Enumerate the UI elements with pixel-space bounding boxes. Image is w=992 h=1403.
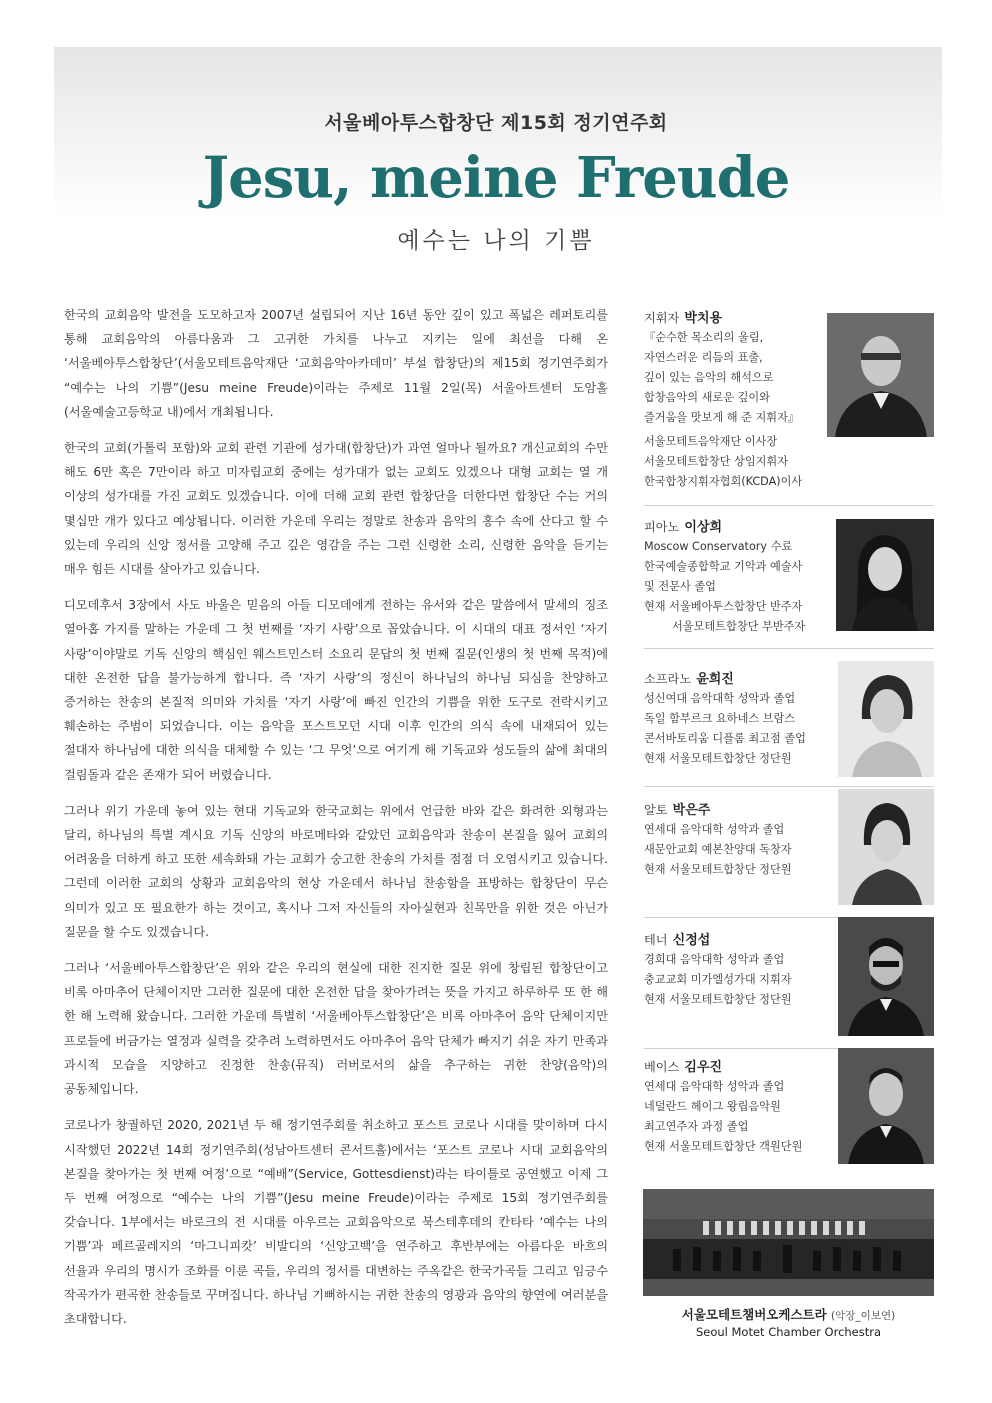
performer-name: 신정섭 [672, 933, 711, 948]
performer-line: 새문안교회 예본찬양대 독창자 [644, 843, 792, 856]
soprano-photo [838, 661, 934, 777]
alto-photo [838, 789, 934, 905]
performer-line: 서울모테트음악재단 이사장 [644, 435, 778, 448]
divider [644, 505, 934, 506]
bass-photo [838, 1048, 934, 1164]
concert-korean-title: 예수는 나의 기쁨 [397, 228, 595, 254]
divider [644, 648, 934, 649]
paragraph-4: 그러나 위기 가운데 놓여 있는 현대 기독교와 한국교회는 위에서 언급한 바와 같은 화려한 외형과는 달리, 하나님의 특별 계시요 기독 신앙의 바로메타와 같았던 교회음악과 찬송이 본질을 잃어 교회의 어려움을 더하게 하고 또한 세속화돼 가는 교회가 숭고한 찬송의 가치를 점점 더 오염시키고 있습니다. 그런데 이러한 교회의 상황과 교회음악의 현상 가운데서 하나님 찬송함을 표방하는 합창단이 무슨 의미가 있고 또 필요한가 하는 것이고, 혹시나 그저 자신들의 자아실현과 친목만을 위한 것은 아닌가 질문을 할 수도 있겠습니다. [64, 803, 608, 939]
orchestra-english-name: Seoul Motet Chamber Orchestra [695, 1325, 882, 1339]
paragraph-2: 한국의 교회(가톨릭 포함)와 교회 관련 기관에 성가대(합창단)가 과연 얼마나 될까요? 개신교회의 수만 해도 6만 혹은 7만이라 하고 미자립교회 중에는 성가대가 없는 교회도 있겠으나 대형 교회는 열 개 이상의 성가대를 가진 교회도 있겠습니다. 이에 더해 교회 관련 합창단을 더한다면 합창단 수는 거의 몇십만 개가 있다고 예상됩니다. 이러한 가운데 우리는 정말로 찬송과 음악의 홍수 속에 산다고 할 수 있는데 우리의 신앙 정서를 고양해 주고 깊은 영감을 주는 그런 신령한 소리, 신령한 음악을 듣기는 매우 힘든 시대를 살아가고 있습니다. [64, 441, 608, 577]
performer-line: 자연스러운 리듬의 표출, [644, 351, 763, 364]
paragraph-3: 디모데후서 3장에서 사도 바울은 믿음의 아들 디모데에게 전하는 유서와 같은 말씀에서 말세의 징조 열아홉 가지를 말하는 가운데 그 첫 번째를 ‘자기 사랑’으로 꼽았습니다. 이 시대의 대표 정서인 ‘자기 사랑’이야말로 기독 신앙의 핵심인 웨스트민스터 소요리 문답의 첫 번째 질문(인생의 첫 번째 목적)에 대한 온전한 답을 불가능하게 합니다. 즉 ‘자기 사랑’의 정신이 하나님의 하나님 되심을 찬양하고 증거하는 찬송의 본질적 의미와 가치를 ‘자기 사랑’에 빠진 인간의 기쁨을 위한 도구로 전락시키고 훼손하는 주범이 되었습니다. 이는 음악을 포스트모던 시대 이후 인간의 의식 속에 내재되어 있는 절대자 하나님에 대한 의식을 대체할 수 있는 ‘그 무엇’으로 여기게 해 기독교와 성도들의 삶에 최대의 걸림돌과 같은 존재가 되어 버렸습니다. [64, 598, 608, 782]
performer-line: 현재 서울모테트합창단 정단원 [644, 752, 792, 765]
performer-line: 깊이 있는 음악의 해석으로 [644, 371, 774, 384]
performer-name: 박치용 [684, 311, 723, 326]
article-body [64, 303, 608, 1343]
paragraph-1: 한국의 교회음악 발전을 도모하고자 2007년 설립되어 지난 16년 동안 깊이 있고 폭넓은 레퍼토리를 통해 교회음악의 아름다움과 그 고귀한 가치를 나누고 지키는 일에 최선을 다해 온 ‘서울베아투스합창단’(서울모테트음악재단 ‘교회음악아카데미’ 부설 합창단)의 제15회 정기연주회가 “예수는 나의 기쁨”(Jesu meine Freude)이라는 주제로 11월 2일(목) 서울아트센터 도암홀(서울예술고등학교 내)에서 개최됩니다. [64, 308, 608, 419]
performer-role: 베이스 [644, 1060, 680, 1074]
performer-line: 현재 서울모테트합창단 정단원 [644, 863, 792, 876]
performer-line: 연세대 음악대학 성악과 졸업 [644, 1080, 785, 1093]
performer-line: 한국합창지휘자협회(KCDA)이사 [644, 475, 803, 488]
performer-line: 경희대 음악대학 성악과 졸업 [644, 953, 785, 966]
performer-name: 윤희진 [696, 672, 734, 687]
paragraph-5: 그러나 ‘서울베아투스합창단’은 위와 같은 우리의 현실에 대한 진지한 질문 위에 창립된 합창단이고 비록 아마추어 단체이지만 그러한 질문에 대한 온전한 답을 찾아가려는 뜻을 가지고 하루하루 또 한 해 한 해 노력해 왔습니다. 그러한 가운데 특별히 ‘서울베아투스합창단’은 비록 아마추어 음악 단체이지만 프로들에 버금가는 열정과 실력을 갖추려 노력하면서도 아마추어 음악 단체가 빠지기 쉬운 자기 만족과 과시적 모습을 지양하고 진정한 찬송(뮤직) 러버로서의 삶을 추구하는 귀한 찬양(음악)의 공동체입니다. [64, 961, 608, 1097]
performer-role: 소프라노 [644, 672, 692, 686]
divider [644, 786, 934, 787]
performer-line: Moscow Conservatory 수료 [644, 540, 793, 553]
performer-line: 서울모테트합창단 부반주자 [672, 620, 806, 633]
performer-line: 현재 서울베아투스합창단 반주자 [644, 600, 803, 613]
performer-name: 김우진 [684, 1060, 723, 1075]
performer-line: 및 전문사 졸업 [644, 580, 716, 593]
concert-subtitle: 서울베아투스합창단 제15회 정기연주회 [324, 112, 668, 134]
performer-role: 지휘자 [644, 311, 680, 325]
performer-line: 현재 서울모테트합창단 정단원 [644, 993, 792, 1006]
performer-line: 연세대 음악대학 성악과 졸업 [644, 823, 785, 836]
performer-role: 피아노 [644, 520, 680, 534]
conductor-photo [827, 313, 934, 437]
performer-line: 성신여대 음악대학 성악과 졸업 [644, 692, 796, 705]
performer-name: 박은주 [672, 803, 711, 818]
concert-title: Jesu, meine Freude [202, 145, 790, 211]
performer-line: 즐거움을 맛보게 해 준 지휘자』 [644, 411, 800, 424]
performer-line: 『순수한 목소리의 울림, [644, 331, 764, 344]
performer-line: 독일 함부르크 요하네스 브람스 [644, 712, 796, 725]
tenor-photo [838, 917, 934, 1036]
performer-line: 네덜란드 헤이그 왕립음악원 [644, 1100, 781, 1113]
performer-line: 충교교회 미가엘성가대 지휘자 [644, 973, 792, 986]
performer-line: 서울모테트합창단 상임지휘자 [644, 455, 789, 468]
performer-line: 합창음악의 새로운 깊이와 [644, 391, 770, 404]
performer-line: 현재 서울모테트합창단 객원단원 [644, 1140, 803, 1153]
performer-role: 테너 [644, 933, 668, 947]
orchestra-caption [643, 1305, 934, 1323]
concertmaster-note: (악장_이보연) [831, 1310, 896, 1322]
performer-line: 최고연주자 과정 졸업 [644, 1120, 749, 1133]
pianist-photo [836, 519, 934, 631]
paragraph-6: 코로나가 창궐하던 2020, 2021년 두 해 정기연주회를 취소하고 포스트 코로나 시대를 맞이하며 다시 시작했던 2022년 14회 정기연주회(성남아트센터 콘서트홀)에서는 ‘포스트 코로나 시대 교회음악의 본질을 찾아가는 첫 번째 여정’으로 “예배”(Service, Gottesdienst)라는 타이틀로 공연했고 이제 그 두 번째 여정으로 “예수는 나의 기쁨”(Jesu meine Freude)이라는 주제로 15회 정기연주회를 갖습니다. 1부에서는 바로크의 전 시대를 아우르는 교회음악으로 북스테후데의 칸타타 ‘예수는 나의 기쁨’과 페르골레지의 ‘마그니피캇’ 비발디의 ‘신앙고백’을 연주하고 후반부에는 아름다운 바흐의 선율과 우리의 명시가 조화를 이룬 곡들, 우리의 정서를 대변하는 주옥같은 한국가곡들 그리고 임긍수 작곡가가 편곡한 찬송들로 꾸며집니다. 하나님 기뻐하시는 귀한 찬송의 영광과 음악의 향연에 여러분을 초대합니다. [64, 1118, 608, 1326]
orchestra-name: 서울모테트챔버오케스트라 [681, 1307, 827, 1322]
performer-line: 콘서바토리움 디플롬 최고점 졸업 [644, 732, 806, 745]
performer-line: 한국예술종합학교 기악과 예술사 [644, 560, 803, 573]
performer-name: 이상희 [684, 520, 723, 535]
orchestra-photo [643, 1189, 934, 1296]
performer-role: 알토 [644, 803, 668, 817]
